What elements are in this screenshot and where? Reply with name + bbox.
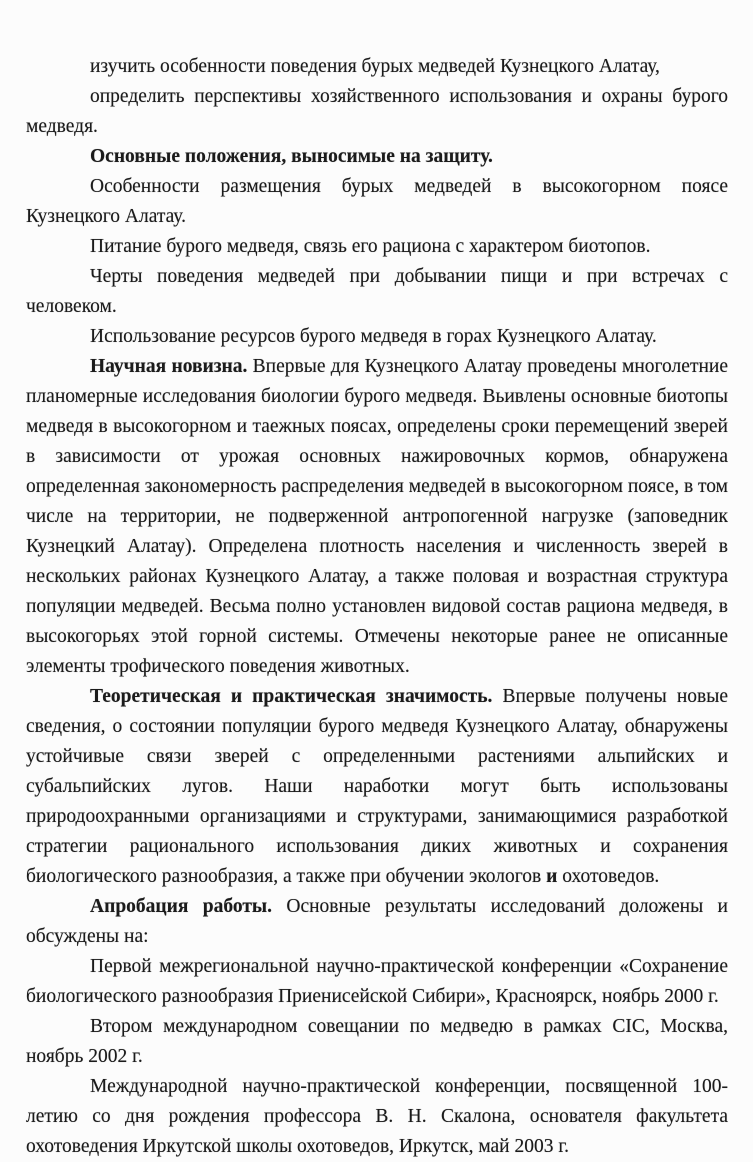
text-segment: определить перспективы хозяйственного использования и охраны бурого медведя. bbox=[26, 86, 728, 137]
paragraph bbox=[26, 952, 728, 1012]
document-body bbox=[26, 52, 728, 1162]
bold-text-segment: Основные положения, выносимые на защиту. bbox=[90, 146, 493, 167]
text-segment: Впервые для Кузнецкого Алатау проведены многолетние планомерные исследования биологии бурого медведя. Вьивлены основные биотопы медведя в высокогорном и таежных поясах, определены сроки перемещений зверей в зависимости от урожая основных нажировочных кормов, обнаружена определенная закономерность распределения медведей в высокогорном поясе, в том числе на территории, не подверженной антропогенной нагрузке (заповедник Кузнецкий Алатау). Определена плотность населения и численность зверей в нескольких районах Кузнецкого Алатау, а также половая и возрастная структура популяции медведей. Весьма полно установлен видовой состав рациона медведя, в высокогорьях этой горной системы. Отмечены некоторые ранее не описанные элементы трофического поведения животных. bbox=[26, 356, 729, 677]
paragraph bbox=[26, 262, 728, 322]
paragraph bbox=[26, 82, 728, 142]
bold-text-segment: Научная новизна. bbox=[90, 356, 248, 377]
paragraph bbox=[26, 682, 728, 892]
paragraph bbox=[26, 142, 728, 172]
paragraph bbox=[26, 172, 728, 232]
paragraph bbox=[26, 1012, 728, 1072]
text-segment: Особенности размещения бурых медведей в высокогорном поясе Кузнецкого Алатау. bbox=[26, 176, 728, 227]
bold-text-segment: Апробация работы. bbox=[90, 896, 273, 917]
paragraph bbox=[26, 52, 728, 82]
bold-text-segment: и bbox=[546, 866, 558, 887]
text-segment: Основные результаты исследований доложены и обсуждены на: bbox=[26, 896, 728, 947]
paragraph bbox=[26, 892, 728, 952]
text-segment: Впервые получены новые сведения, о состоянии популяции бурого медведя Кузнецкого Алатау, обнаружены устойчивые связи зверей с определенными растениями альпийских и субальпийских лугов. Наши наработки могут быть использованы природоохранными организациями и структурами, занимающимися разработкой стратегии рационального использования диких животных и сохранения биологического разнообразия, а также при обучении экологов bbox=[26, 686, 729, 887]
text-segment: Черты поведения медведей при добывании пищи и при встречах с человеком. bbox=[26, 266, 728, 317]
paragraph bbox=[26, 1072, 728, 1162]
text-segment: Первой межрегиональной научно-практической конференции «Сохранение биологического разнообразия Приенисейской Сибири», Красноярск, ноябрь 2000 г. bbox=[26, 956, 728, 1007]
text-segment: Использование ресурсов бурого медведя в горах Кузнецкого Алатау. bbox=[90, 326, 657, 347]
text-segment: изучить особенности поведения бурых медведей Кузнецкого Алатау, bbox=[90, 56, 660, 77]
paragraph bbox=[26, 322, 728, 352]
text-segment: Международной научно-практической конференции, посвященной 100-летию со дня рождения профессора В. Н. Скалона, основателя факультета охотоведения Иркутской школы охотоведов, Иркутск, май 2003 г. bbox=[26, 1076, 728, 1157]
text-segment: Втором международном совещании по медведю в рамках CIC, Москва, ноябрь 2002 г. bbox=[26, 1016, 728, 1067]
paragraph bbox=[26, 352, 728, 682]
paragraph bbox=[26, 232, 728, 262]
bold-text-segment: Теоретическая и практическая значимость. bbox=[90, 686, 493, 707]
text-segment: охотоведов. bbox=[557, 866, 660, 887]
text-segment: Питание бурого медведя, связь его рациона с характером биотопов. bbox=[90, 236, 651, 257]
